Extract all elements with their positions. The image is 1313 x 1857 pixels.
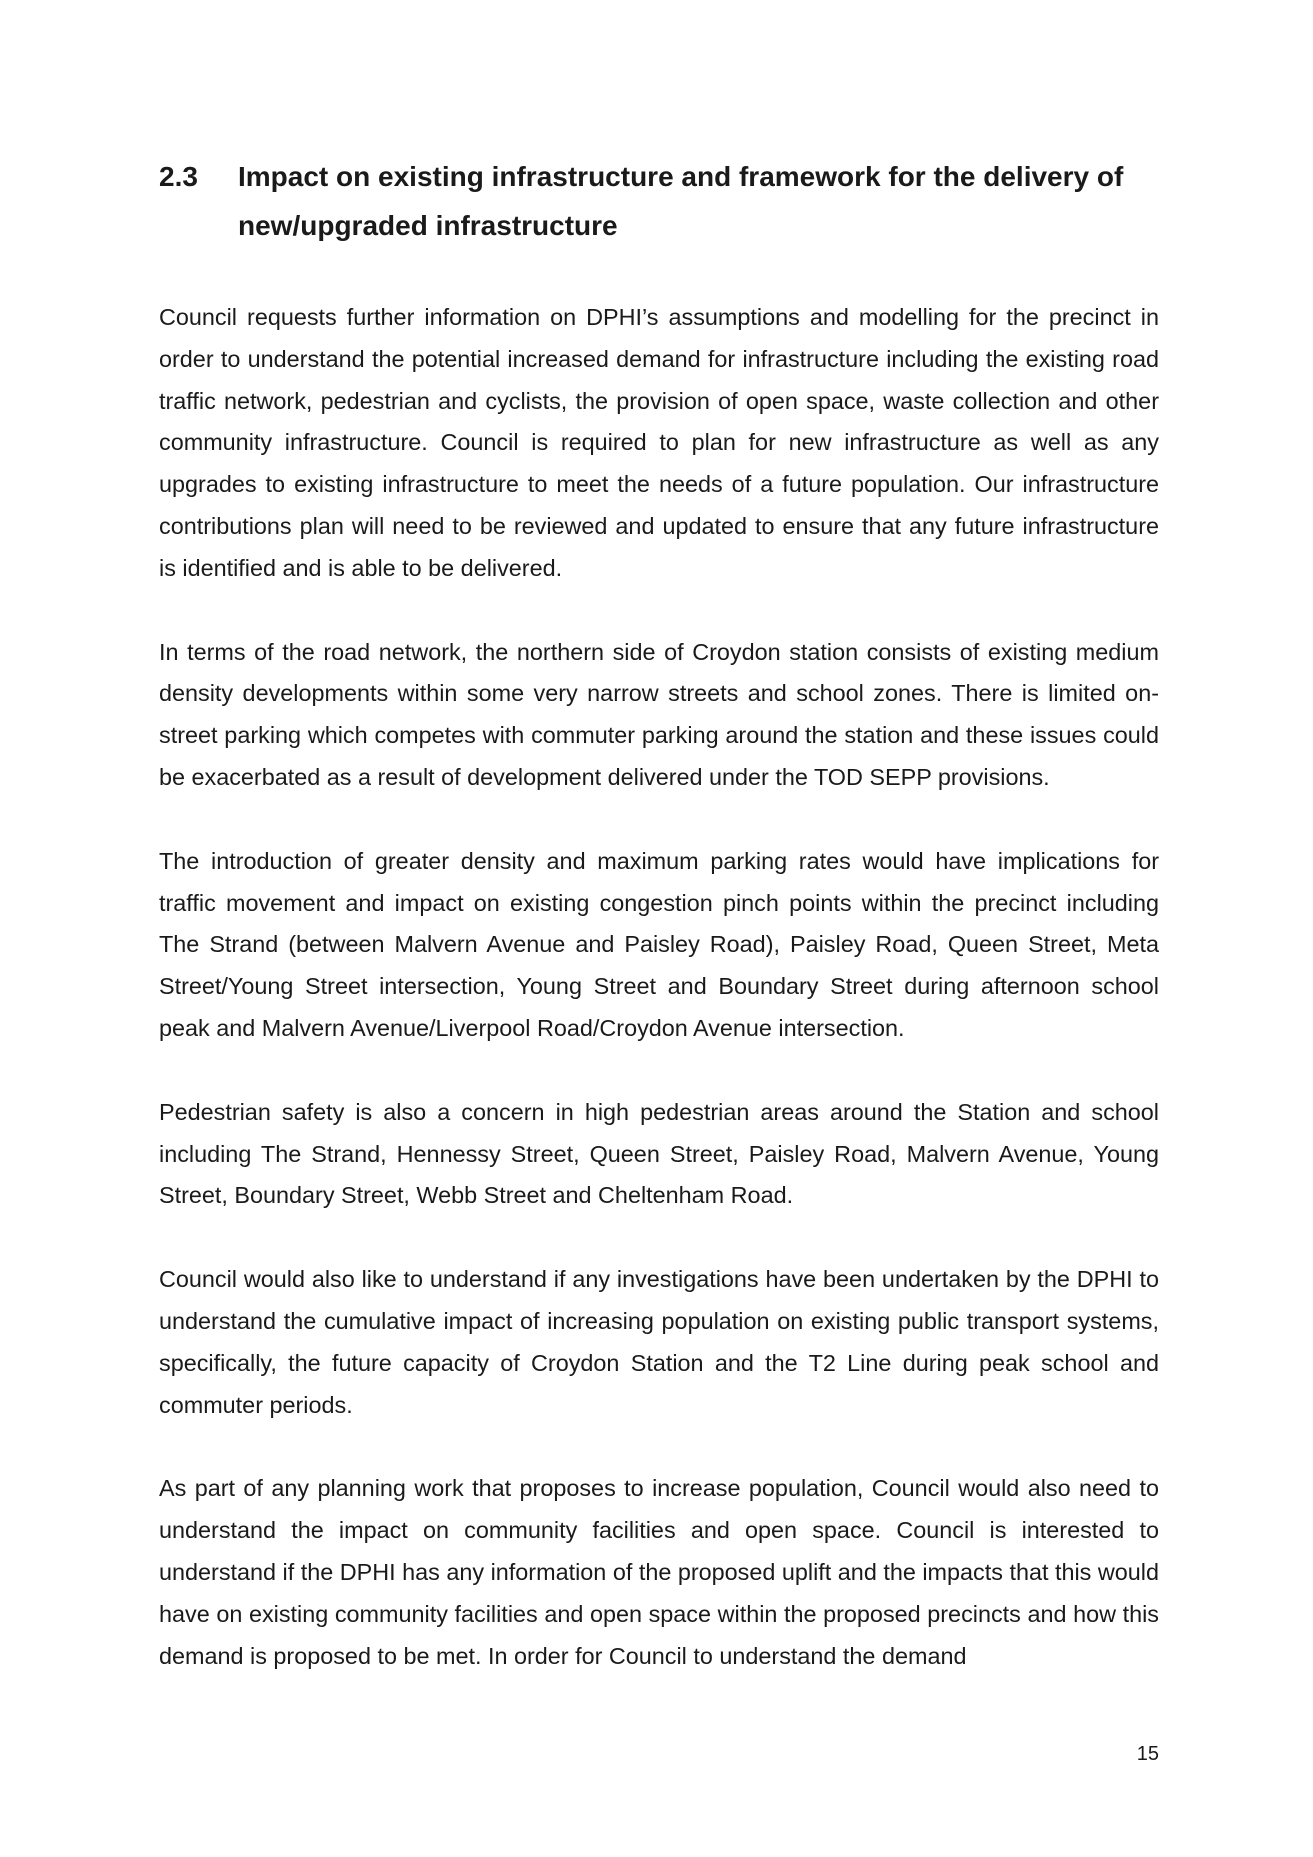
paragraph-public-transport: Council would also like to understand if any investigations have been undertaken by the DPHI to understand the cumulative impact of increasing population on existing public transport systems, specifically, the future capacity of Croydon Station and the T2 Line during peak school and commuter periods.: [159, 1266, 1159, 1418]
section-title: Impact on existing infrastructure and framework for the delivery of new/upgraded infrastructure: [238, 161, 1124, 241]
page-number: 15: [1136, 1743, 1159, 1765]
paragraph-community-facilities: As part of any planning work that proposes to increase population, Council would also need to understand the impact on community facilities and open space. Council is interested to understand if the DPHI has any information of the proposed uplift and the impacts that this would have on existing community facilities and open space within the proposed precincts and how this demand is proposed to be met. In order for Council to understand the demand: [159, 1475, 1159, 1669]
paragraph-road-network: In terms of the road network, the northern side of Croydon station consists of existing medium density developments within some very narrow streets and school zones. There is limited on-street parking which competes with commuter parking around the station and these issues could be exacerbated as a result of development delivered under the TOD SEPP provisions.: [159, 638, 1159, 790]
section-number: 2.3: [159, 161, 198, 192]
section-heading: [159, 152, 1159, 250]
paragraph-infrastructure-demand: Council requests further information on DPHI’s assumptions and modelling for the precinct in order to understand the potential increased demand for infrastructure including the existing road traffic network, pedestrian and cyclists, the provision of open space, waste collection and other community infrastructure. Council is required to plan for new infrastructure as well as any upgrades to existing infrastructure to meet the needs of a future population. Our infrastructure contributions plan will need to be reviewed and updated to ensure that any future infrastructure is identified and is able to be delivered.: [159, 304, 1159, 581]
body-text: [159, 297, 1159, 1677]
paragraph-traffic-congestion: The introduction of greater density and maximum parking rates would have implications for traffic movement and impact on existing congestion pinch points within the precinct including The Strand (between Malvern Avenue and Paisley Road), Paisley Road, Queen Street, Meta Street/Young Street intersection, Young Street and Boundary Street during afternoon school peak and Malvern Avenue/Liverpool Road/Croydon Avenue intersection.: [159, 847, 1159, 1041]
paragraph-pedestrian-safety: Pedestrian safety is also a concern in high pedestrian areas around the Station and school including The Strand, Hennessy Street, Queen Street, Paisley Road, Malvern Avenue, Young Street, Boundary Street, Webb Street and Cheltenham Road.: [159, 1098, 1159, 1209]
